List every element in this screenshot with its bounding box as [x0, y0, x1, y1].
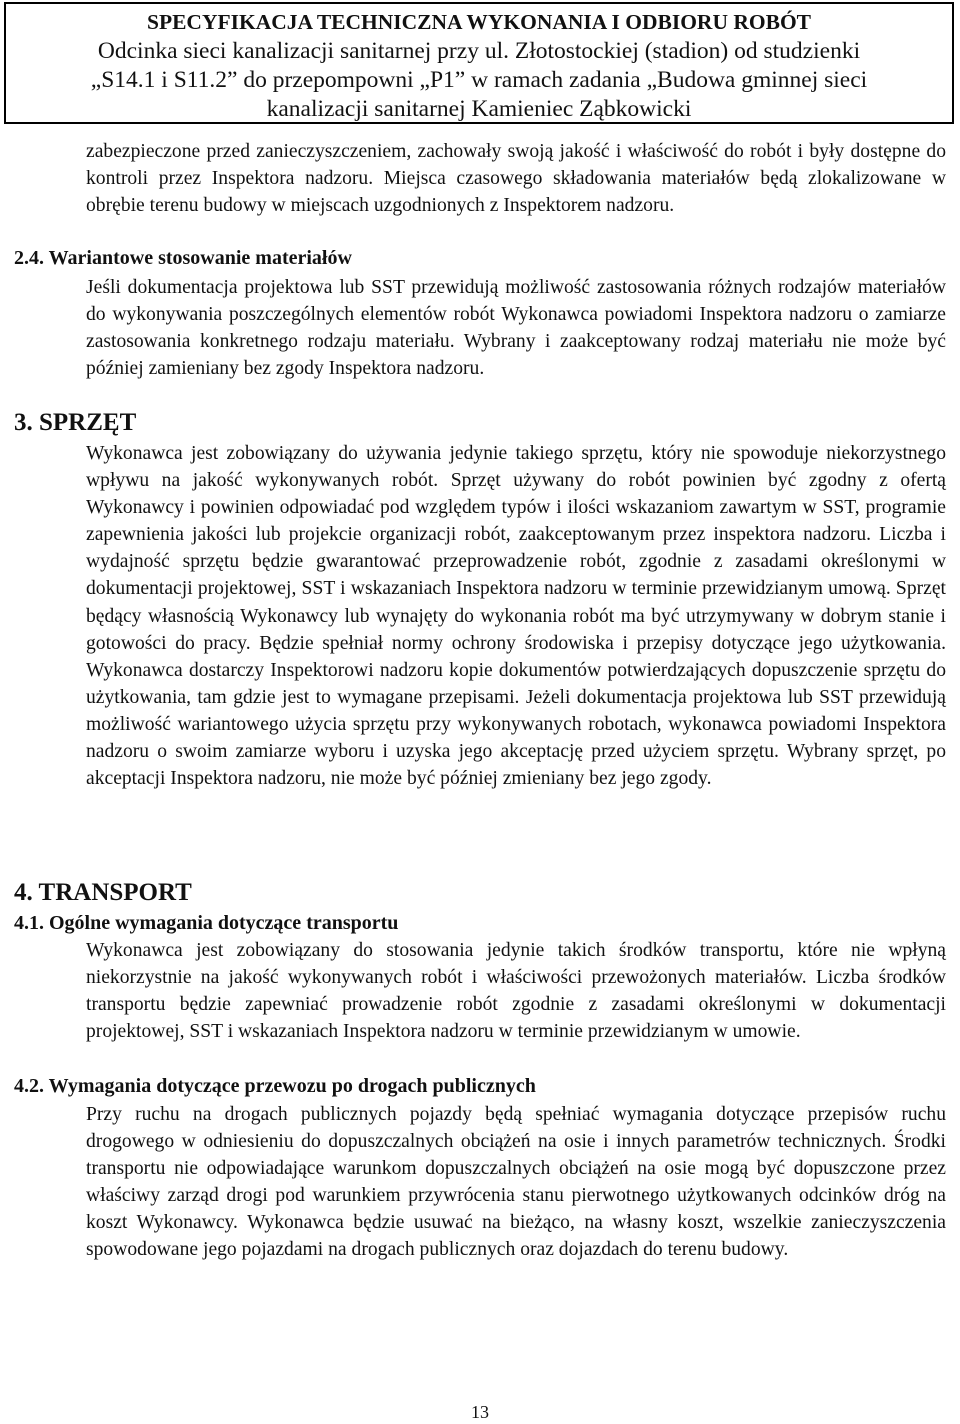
section-2-4-paragraph: Jeśli dokumentacja projektowa lub SST przewidują możliwość zastosowania różnych rodzajów materiałów do wykonywania poszczególnych elementów robót Wykonawca powiadomi Inspektora nadzoru o zamiarze zastosowania konkretnego rodzaju materiału. Wybrany i zaakceptowany rodzaj materiału nie może być później zamieniany bez zgody Inspektora nadzoru. [86, 277, 946, 380]
document-header [4, 2, 954, 124]
section-3-heading: 3. SPRZĘT [14, 409, 137, 436]
section-4-heading: 4. TRANSPORT [14, 879, 192, 906]
section-4-2-paragraph: Przy ruchu na drogach publicznych pojazdy będą spełniać wymagania dotyczące przepisów ruchu drogowego w odniesieniu do dopuszczalnych obciążeń na osie i innych parametrów technicznych. Środki transportu nie odpowiadające warunkom dopuszczalnych obciążeń na osie mogą być dopuszczone przez właściwy zarząd drogi pod warunkiem przywrócenia stanu pierwotnego użytkowanych odcinków dróg na koszt Wykonawcy. Wykonawca będzie usuwać na bieżąco, na własny koszt, wszelkie zanieczyszczenia spowodowane jego pojazdami na drogach publicznych oraz dojazdach do terenu budowy. [86, 1104, 946, 1261]
header-subtitle-line-2: „S14.1 i S11.2” do przepompowni „P1” w ramach zadania „Budowa gminnej sieci [90, 67, 868, 93]
section-4-1-heading: 4.1. Ogólne wymagania dotyczące transportu [14, 912, 399, 934]
section-4-1-paragraph: Wykonawca jest zobowiązany do stosowania jedynie takich środków transportu, które nie wpłyną niekorzystnie na jakość wykonywanych robót i właściwości przewożonych materiałów. Liczba środków transportu będzie zapewniać prowadzenie robót zgodnie z zasadami określonymi w dokumentacji projektowej, SST i wskazaniach Inspektora nadzoru w terminie przewidzianym w umowie. [86, 940, 946, 1043]
section-2-4-heading: 2.4. Wariantowe stosowanie materiałów [14, 247, 352, 269]
header-title: SPECYFIKACJA TECHNICZNA WYKONANIA I ODBIORU ROBÓT [146, 10, 812, 34]
page-number: 13 [471, 1402, 489, 1422]
header-subtitle-line-1: Odcinka sieci kanalizacji sanitarnej przy ul. Złotostockiej (stadion) od studzienki [97, 38, 861, 64]
intro-paragraph: zabezpieczone przed zanieczyszczeniem, zachowały swoją jakość i właściwość do robót i były dostępne do kontroli przez Inspektora nadzoru. Miejsca czasowego składowania materiałów będą zlokalizowane w obrębie terenu budowy w miejscach uzgodnionych z Inspektorem nadzoru. [86, 141, 946, 217]
section-3-paragraph: Wykonawca jest zobowiązany do używania jedynie takiego sprzętu, który nie spowoduje niekorzystnego wpływu na jakość wykonywanych robót. Sprzęt używany do robót powinien być zgodny z ofertą Wykonawcy i powinien odpowiadać pod względem typów i ilości wskazaniom zawartym w SST, programie zapewnienia jakości lub projekcie organizacji robót, zaakceptowanym przez inspektora nadzoru. Liczba i wydajność sprzętu będzie gwarantować przeprowadzenie robót, zgodnie z zasadami określonymi w dokumentacji projektowej, SST i wskazaniach Inspektora nadzoru w terminie przewidzianym umową. Sprzęt będący własnością Wykonawcy lub wynajęty do wykonania robót ma być utrzymywany w dobrym stanie i gotowości do pracy. Będzie spełniał normy ochrony środowiska i przepisy dotyczące jego użytkowania. Wykonawca dostarczy Inspektorowi nadzoru kopie dokumentów potwierdzających dopuszczenie sprzętu do użytkowania, tam gdzie jest to wymagane przepisami. Jeżeli dokumentacja projektowa lub SST przewidują możliwość wariantowego użycia sprzętu przy wykonywanych robotach, wykonawca powiadomi Inspektora nadzoru o swoim zamiarze wyboru i uzyska jego akceptację przed użyciem sprzętu. Wybrany sprzęt, po akceptacji Inspektora nadzoru, nie może być później zmieniany bez jego zgody. [86, 443, 946, 790]
header-subtitle-line-3: kanalizacji sanitarnej Kamieniec Ząbkowicki [266, 96, 692, 122]
section-4-2-heading: 4.2. Wymagania dotyczące przewozu po drogach publicznych [14, 1075, 536, 1097]
